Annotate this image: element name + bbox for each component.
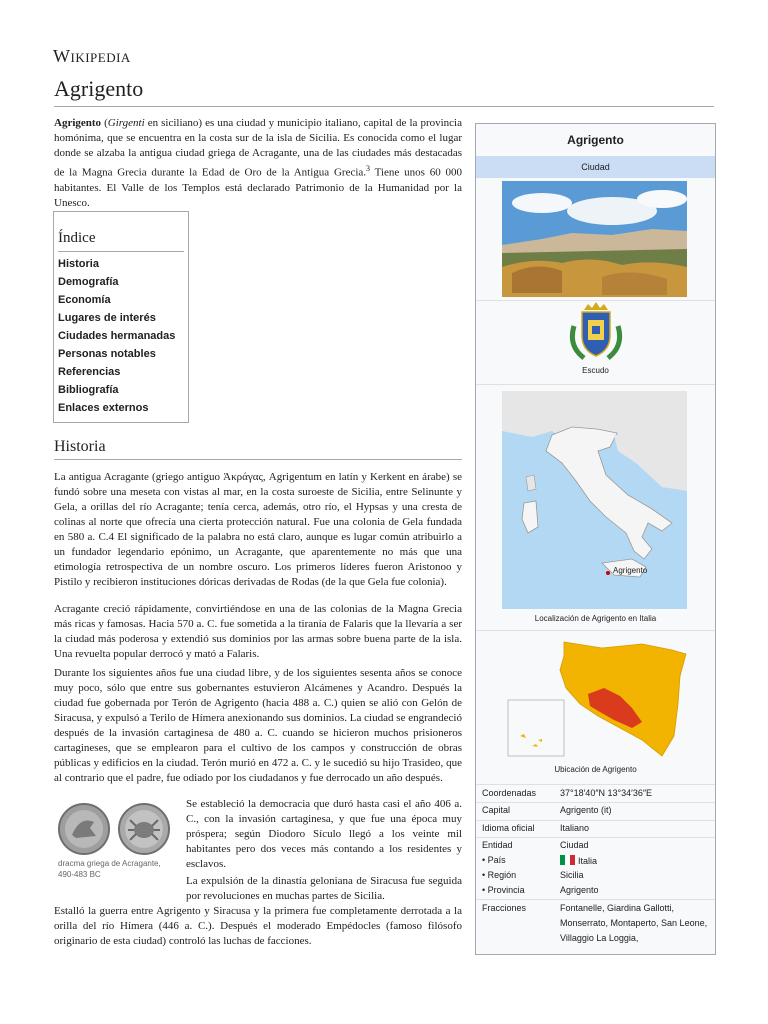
historia-paragraph-1: La antigua Acragante (griego antiguo Ἀκράγας, Agrigentum en latín y Kerkent en árabe) se fundó sobre una meseta con vistas al mar, en la costa suroeste de Sicilia, entre Selinunte y Gela, a orillas del río Acragante; tenía cerca, además, otro río, el Hypsas y una cresta de colinas al norte que ofrecía una cierta protección natural. Fue una colonia de Gela fundada en 580 a. C.4 El significado de la palabra no está claro, aunque es lugar común atribuirlo a un fundador legendario epónimo, un Acragante, que aparentemente no más que una etimología retrospectiva de un nombre oscuro. Los primeros líderes fueron Aristonoo y Pistilo y recibieron instituciones dóricas derivadas de Rodas (de la que Gela fue colonia). (54, 471, 462, 588)
historia-paragraph-4: Se estableció la democracia que duró hasta casi el año 406 a. C., con la invasión cartaginesa, y que fue una época muy próspera; según Diodoro Sículo llegó a los veinte mil habitantes pero dos veces más contando a los residentes y esclavos. (186, 798, 462, 870)
intro-italic: Girgenti (107, 117, 145, 129)
capital-link[interactable]: Agrigento (it) (560, 805, 612, 815)
infobox-separator-6 (476, 820, 715, 821)
toc-item-historia[interactable]: Historia (58, 258, 99, 270)
toc-item-lugares[interactable]: Lugares de interés (58, 312, 156, 324)
ref-3[interactable]: 3 (366, 164, 371, 173)
coin-caption: dracma griega de Acragante, 490-483 BC (58, 859, 161, 879)
coordinates-link[interactable]: 37°18′40″N 13°34′36″E (560, 788, 653, 798)
sicily-map[interactable] (502, 636, 687, 760)
row-key: Entidad (482, 840, 513, 850)
section-divider (54, 459, 462, 460)
row-key: Idioma oficial (482, 823, 535, 833)
pais-link[interactable]: Italia (578, 856, 598, 866)
infobox-separator-7 (476, 837, 715, 838)
toc-item-ciudades[interactable]: Ciudades hermanadas (58, 330, 176, 342)
toc-item-personas[interactable]: Personas notables (58, 348, 156, 360)
italy-flag-icon (560, 855, 575, 865)
wikipedia-logo[interactable]: Wikipedia (53, 46, 131, 66)
infobox-separator-8 (476, 899, 715, 900)
row-key: • Región (482, 870, 517, 880)
historia-paragraph-2: Acragante creció rápidamente, convirtiéndose en una de las colonias de la Magna Grecia más ricas y famosas. Hacia 570 a. C. fue sometida a la tiranía de Falaris que la llevaría a ser la ciudad más poderosa y extendió sus dominios por las armas sobre buena parte de la isla. Una revuelta popular derrocó y mató a Falaris. (54, 603, 462, 660)
toc-divider (58, 251, 184, 252)
row-key: • País (482, 855, 506, 865)
intro-paragraph (54, 116, 462, 211)
toc-item-demografia[interactable]: Demografía (58, 276, 119, 288)
intro-bold-title: Agrigento (54, 117, 102, 129)
sicily-map-svg (502, 636, 687, 760)
infobox-title: Agrigento (567, 133, 624, 147)
section-heading-historia: Historia (54, 438, 106, 455)
fracciones-links[interactable]: Fontanelle, Giardina Gallotti, Monserrato, Montaperto, San Leone, Villaggio La Loggia, (560, 903, 708, 943)
page-title: Agrigento (54, 76, 144, 101)
toc-item-referencias[interactable]: Referencias (58, 366, 121, 378)
infobox-separator-5 (476, 802, 715, 803)
provincia-link[interactable]: Agrigento (560, 885, 599, 895)
map-city-label: Agrigento (613, 566, 648, 575)
table-of-contents (53, 211, 189, 423)
infobox-separator (476, 300, 715, 301)
row-key: Fracciones (482, 903, 527, 913)
historia-paragraph-5a: La expulsión de la dinastía geloniana de Siracusa fue seguida por revoluciones en muchas partes de Sicilia. (186, 875, 462, 902)
toc-item-enlaces[interactable]: Enlaces externos (58, 402, 149, 414)
row-key: • Provincia (482, 885, 525, 895)
entidad-value: Ciudad (560, 840, 589, 850)
intro-text-3: Tiene unos 60 000 habitantes. El Valle de los Templos está declarado Patrimonio de la Humanidad por la Unesco. (54, 166, 462, 209)
region-link[interactable]: Sicilia (560, 870, 584, 880)
coin-svg (56, 802, 176, 856)
coat-of-arms-svg (568, 302, 624, 364)
escudo-caption: Escudo (582, 366, 609, 375)
toc-item-economia[interactable]: Economía (58, 294, 111, 306)
row-key: Coordenadas (482, 788, 537, 798)
infobox-subtitle: Ciudad (476, 156, 715, 178)
italy-map-caption: Localización de Agrigento en Italia (534, 614, 657, 623)
title-divider-right (462, 106, 714, 107)
coin-image[interactable] (56, 802, 176, 856)
intro-text-2: en siciliano) es una ciudad y municipio italiano, capital de la provincia homónima, que se encuentra en la costa sur de la isla de Sicilia. Es conocida como el lugar donde se alzaba la antigua ciudad griega de Acragante, una de las ciudades más destacadas de la Magna Grecia durante la Edad de Oro de la Antigua Grecia. (54, 117, 462, 179)
row-key: Capital (482, 805, 511, 815)
historia-paragraph-5b: Estalló la guerra entre Agrigento y Siracusa y la primera fue completamente derrotada a la orilla del río Hímera (446 a. C.). Después el moderado Empédocles (famoso filósofo originario de esta ciudad) controló las luchas de facciones. (54, 905, 462, 947)
historia-paragraph-3: Durante los siguientes años fue una ciudad libre, y de los siguientes sesenta años se conoce muy poco, sólo que entre sus gobernantes estuvieron Alcámenes y Acandro. Después la ciudad fue gobernada por Terón de Agrigento (hacia 488 a. C.) quien se alió con Gelón de Siracusa, y expulsó a Terilo de Hímera anexionando sus dominios. La ciudad se engrandeció después de la invasión cartaginesa de 480 a. C. cuando se hicieron muchos prisioneros cartagineses, que se emplearon para el cultivo de los campos y construcción de obras públicas y edificios en la ciudad. Terón murió en 472 a. C. y le sucedió su hijo Trasideo, que al contrario que el padre, fue odiado por los ciudadanos y fue derrocado un año después. (54, 667, 462, 784)
pais-value (560, 855, 710, 866)
infobox (475, 123, 716, 955)
city-photo[interactable] (502, 181, 687, 297)
italy-map[interactable] (502, 391, 687, 609)
sicily-map-caption: Ubicación de Agrigento (554, 765, 637, 774)
toc-item-bibliografia[interactable]: Bibliografía (58, 384, 119, 396)
title-divider (54, 106, 462, 107)
intro-text: ( (101, 117, 108, 129)
toc-title: Índice (58, 230, 96, 246)
coat-of-arms[interactable] (568, 302, 624, 364)
toc-list (58, 256, 175, 418)
infobox-separator-4 (476, 784, 715, 785)
italy-map-svg (502, 391, 687, 609)
city-photo-svg (502, 181, 687, 297)
infobox-separator-2 (476, 384, 715, 385)
idioma-link[interactable]: Italiano (560, 823, 590, 833)
infobox-separator-3 (476, 630, 715, 631)
